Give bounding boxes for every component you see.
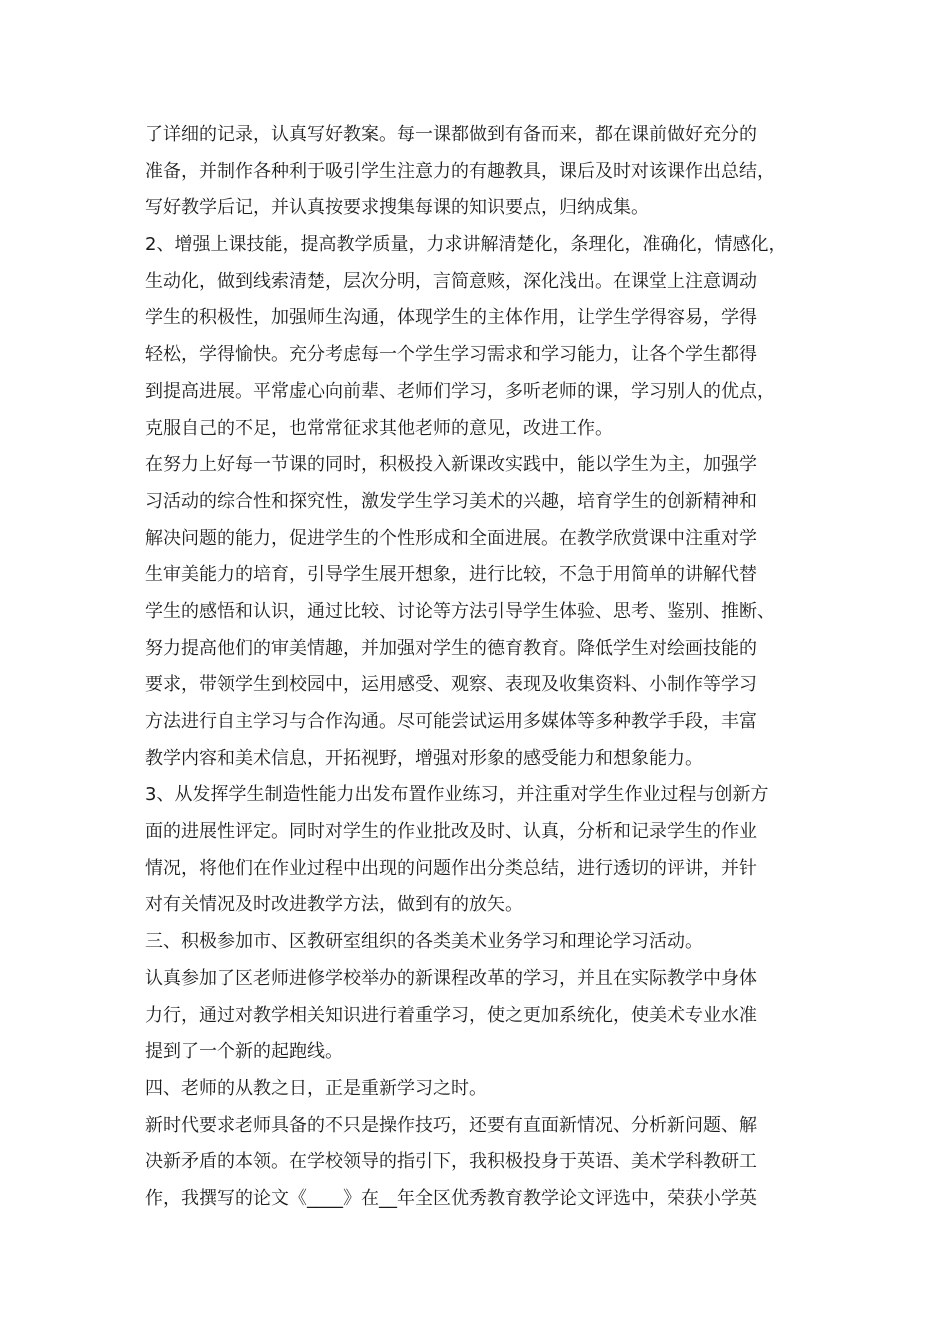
text-line: 教学内容和美术信息，开拓视野，增强对形象的感受能力和想象能力。: [145, 747, 703, 769]
text-line: 学生的积极性，加强师生沟通，体现学生的主体作用，让学生学得容易，学得: [145, 307, 757, 329]
text-line: 力行，通过对教学相关知识进行着重学习，使之更加系统化，使美术专业水准: [145, 1004, 757, 1026]
document-body: [145, 117, 825, 1218]
text-line: 提到了一个新的起跑线。: [145, 1041, 343, 1063]
text-line: 作，我撰写的论文《____》在__年全区优秀教育教学论文评选中，荣获小学英: [145, 1187, 757, 1209]
text-line: 2、增强上课技能，提高教学质量，力求讲解清楚化，条理化，准确化，情感化，: [145, 234, 787, 256]
text-line: 了详细的记录，认真写好教案。每一课都做到有备而来，都在课前做好充分的: [145, 124, 757, 145]
text-line: 认真参加了区老师进修学校举办的新课程改革的学习，并且在实际教学中身体: [145, 967, 757, 989]
text-line: 情况，将他们在作业过程中出现的问题作出分类总结，进行透切的评讲，并针: [145, 857, 757, 879]
text-line: 到提高进展。平常虚心向前辈、老师们学习，多听老师的课，学习别人的优点，: [145, 380, 775, 402]
text-line: 写好教学后记，并认真按要求搜集每课的知识要点，归纳成集。: [145, 197, 649, 219]
text-line: 方法进行自主学习与合作沟通。尽可能尝试运用多媒体等多种教学手段，丰富: [145, 711, 757, 732]
text-line: 努力提高他们的审美情趣，并加强对学生的德育教育。降低学生对绘画技能的: [145, 637, 757, 659]
text-line: 面的进展性评定。同时对学生的作业批改及时、认真，分析和记录学生的作业: [145, 821, 757, 843]
text-line: 学生的感悟和认识，通过比较、讨论等方法引导学生体验、思考、鉴别、推断、: [145, 600, 775, 622]
text-line: 生动化，做到线索清楚，层次分明，言简意赅，深化浅出。在课堂上注意调动: [145, 270, 757, 292]
text-line: 四、老师的从教之日，正是重新学习之时。: [145, 1077, 487, 1099]
text-line: 准备，并制作各种利于吸引学生注意力的有趣教具，课后及时对该课作出总结，: [145, 160, 775, 182]
text-line: 3、从发挥学生制造性能力出发布置作业练习，并注重对学生作业过程与创新方: [145, 784, 769, 806]
text-line: 对有关情况及时改进教学方法，做到有的放矢。: [145, 894, 523, 916]
text-line: 解决问题的能力，促进学生的个性形成和全面进展。在教学欣赏课中注重对学: [145, 527, 757, 549]
text-line: 三、积极参加市、区教研室组织的各类美术业务学习和理论学习活动。: [145, 931, 703, 953]
text-line: 轻松，学得愉快。充分考虑每一个学生学习需求和学习能力，让各个学生都得: [145, 344, 757, 366]
text-line: 要求，带领学生到校园中，运用感受、观察、表现及收集资料、小制作等学习: [145, 674, 757, 696]
text-line: 生审美能力的培育，引导学生展开想象，进行比较，不急于用简单的讲解代替: [145, 564, 757, 586]
text-line: 决新矛盾的本领。在学校领导的指引下，我积极投身于英语、美术学科教研工: [145, 1151, 757, 1173]
text-line: 克服自己的不足，也常常征求其他老师的意见，改进工作。: [145, 417, 613, 439]
text-line: 在努力上好每一节课的同时，积极投入新课改实践中，能以学生为主，加强学: [145, 454, 757, 476]
text-line: 新时代要求老师具备的不只是操作技巧，还要有直面新情况、分析新问题、解: [145, 1114, 757, 1136]
text-line: 习活动的综合性和探究性，激发学生学习美术的兴趣，培育学生的创新精神和: [145, 490, 757, 512]
